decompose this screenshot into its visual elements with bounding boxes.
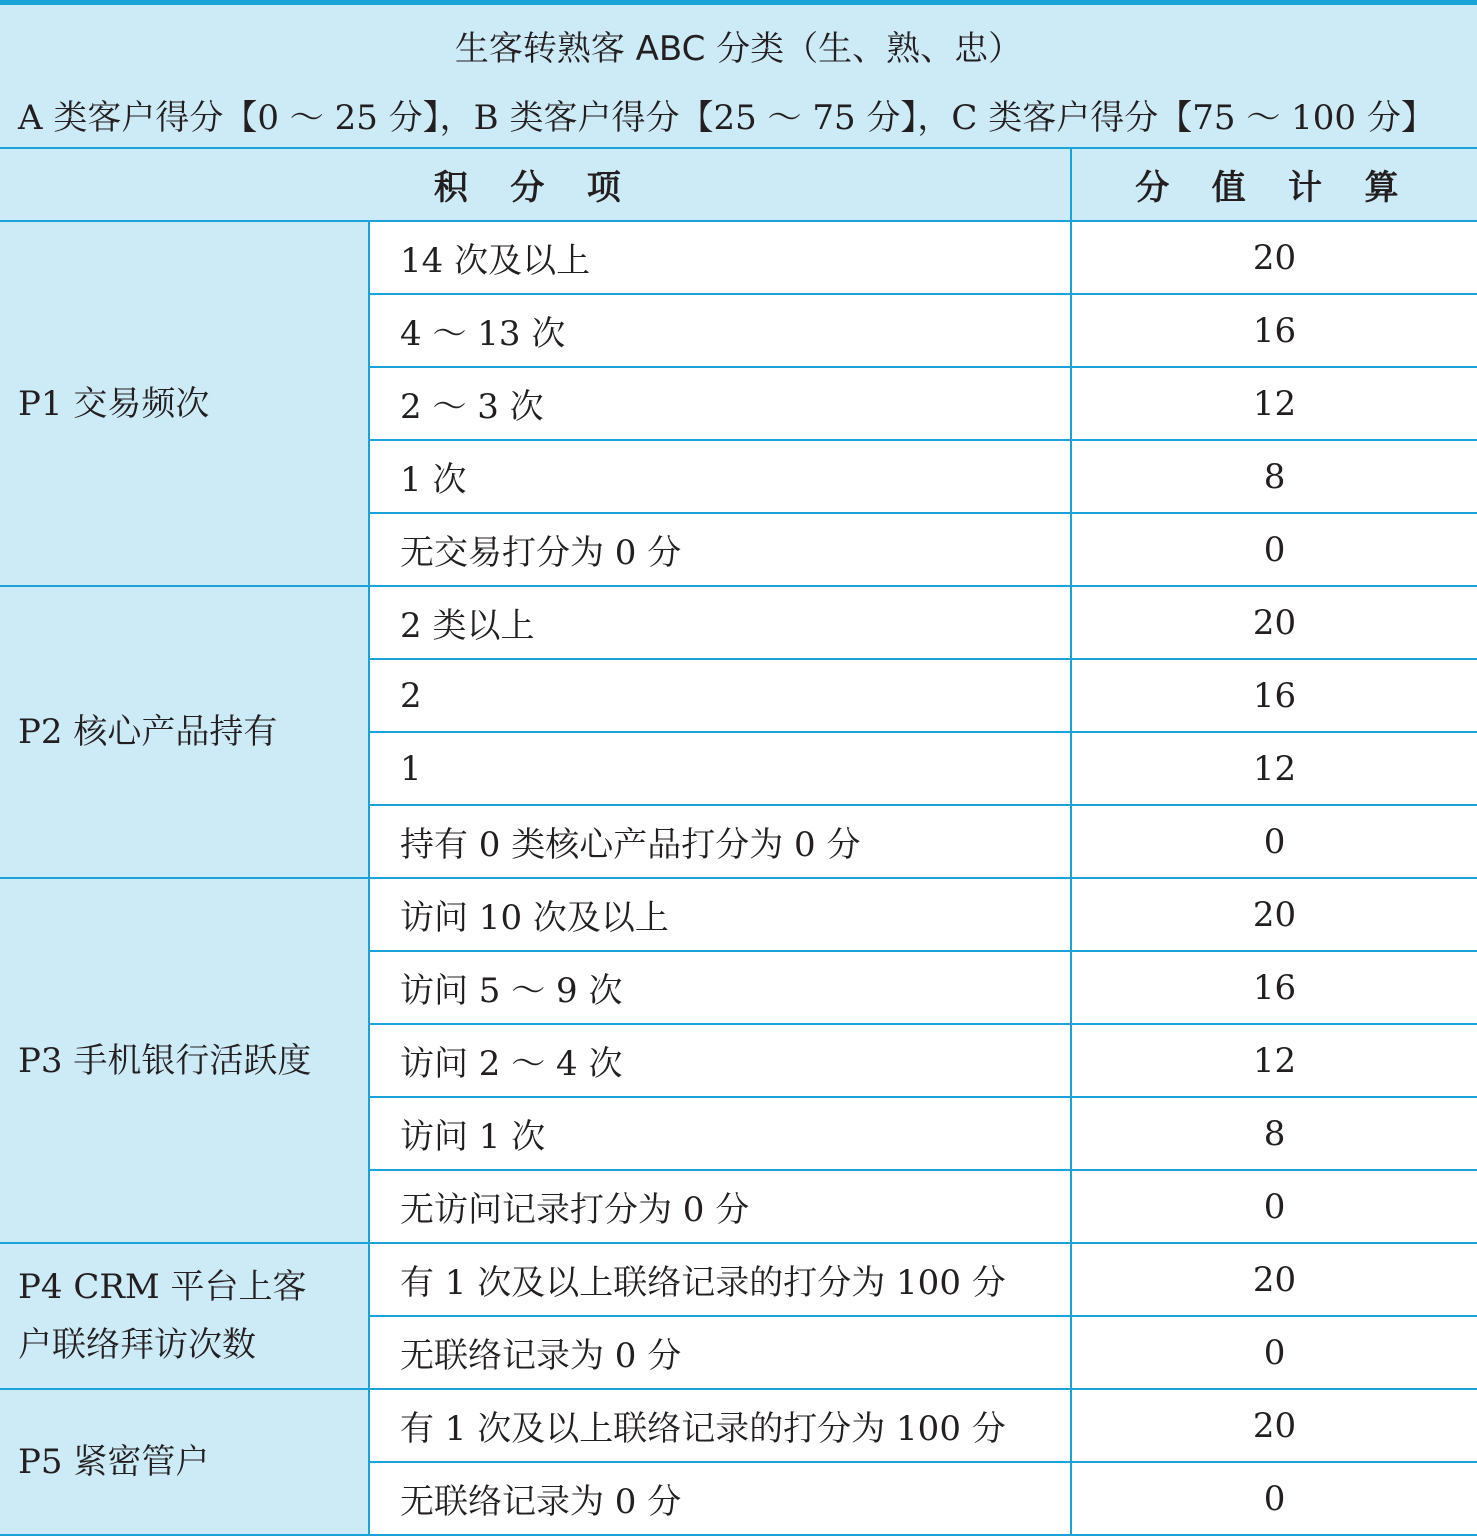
category-label: P4 CRM 平台上客户联络拜访次数 [18, 1267, 307, 1365]
score-cell: 20 [1071, 221, 1477, 294]
item-cell: 14 次及以上 [369, 221, 1071, 294]
item-cell: 无访问记录打分为 0 分 [369, 1170, 1071, 1243]
score-cell: 20 [1071, 1243, 1477, 1316]
table-row [0, 1389, 1477, 1462]
item-cell: 有 1 次及以上联络记录的打分为 100 分 [369, 1243, 1071, 1316]
item-cell: 2 [369, 659, 1071, 732]
category-cell [0, 878, 369, 1243]
item-cell: 无联络记录为 0 分 [369, 1316, 1071, 1389]
score-cell: 20 [1071, 878, 1477, 951]
score-cell: 0 [1071, 1170, 1477, 1243]
item-cell: 访问 1 次 [369, 1097, 1071, 1170]
table-subtitle: A 类客户得分【0 ～ 25 分】，B 类客户得分【25 ～ 75 分】，C 类客户得分【75 ～ 100 分】 [0, 81, 1477, 148]
category-cell [0, 1243, 369, 1389]
score-cell: 12 [1071, 1024, 1477, 1097]
item-cell: 无交易打分为 0 分 [369, 513, 1071, 586]
category-label: P5 紧密管户 [18, 1442, 210, 1482]
header-item: 积 分 项 [0, 148, 1071, 221]
category-cell [0, 1389, 369, 1535]
category-label: P2 核心产品持有 [18, 712, 278, 752]
item-cell: 1 [369, 732, 1071, 805]
score-cell: 20 [1071, 1389, 1477, 1462]
item-cell: 无联络记录为 0 分 [369, 1462, 1071, 1535]
item-cell: 访问 10 次及以上 [369, 878, 1071, 951]
item-cell: 1 次 [369, 440, 1071, 513]
category-cell [0, 586, 369, 878]
table-row [0, 221, 1477, 294]
item-cell: 2 类以上 [369, 586, 1071, 659]
score-cell: 12 [1071, 367, 1477, 440]
score-cell: 16 [1071, 294, 1477, 367]
item-cell: 2 ～ 3 次 [369, 367, 1071, 440]
table-row [0, 878, 1477, 951]
score-cell: 0 [1071, 1316, 1477, 1389]
header-score: 分 值 计 算 [1071, 148, 1477, 221]
score-cell: 0 [1071, 805, 1477, 878]
score-cell: 20 [1071, 586, 1477, 659]
category-label: P3 手机银行活跃度 [18, 1040, 312, 1081]
score-cell: 12 [1071, 732, 1477, 805]
item-cell: 访问 5 ～ 9 次 [369, 951, 1071, 1024]
score-cell: 8 [1071, 1097, 1477, 1170]
score-cell: 0 [1071, 1462, 1477, 1535]
item-cell: 持有 0 类核心产品打分为 0 分 [369, 805, 1071, 878]
score-cell: 0 [1071, 513, 1477, 586]
item-cell: 访问 2 ～ 4 次 [369, 1024, 1071, 1097]
category-cell [0, 221, 369, 586]
item-cell: 4 ～ 13 次 [369, 294, 1071, 367]
abc-classification-table [0, 3, 1477, 1536]
score-cell: 16 [1071, 951, 1477, 1024]
table-title: 生客转熟客 ABC 分类（生、熟、忠） [0, 4, 1477, 81]
item-cell: 有 1 次及以上联络记录的打分为 100 分 [369, 1389, 1071, 1462]
table-row [0, 586, 1477, 659]
score-cell: 8 [1071, 440, 1477, 513]
score-cell: 16 [1071, 659, 1477, 732]
table-row [0, 1243, 1477, 1316]
category-label: P1 交易频次 [18, 383, 210, 424]
